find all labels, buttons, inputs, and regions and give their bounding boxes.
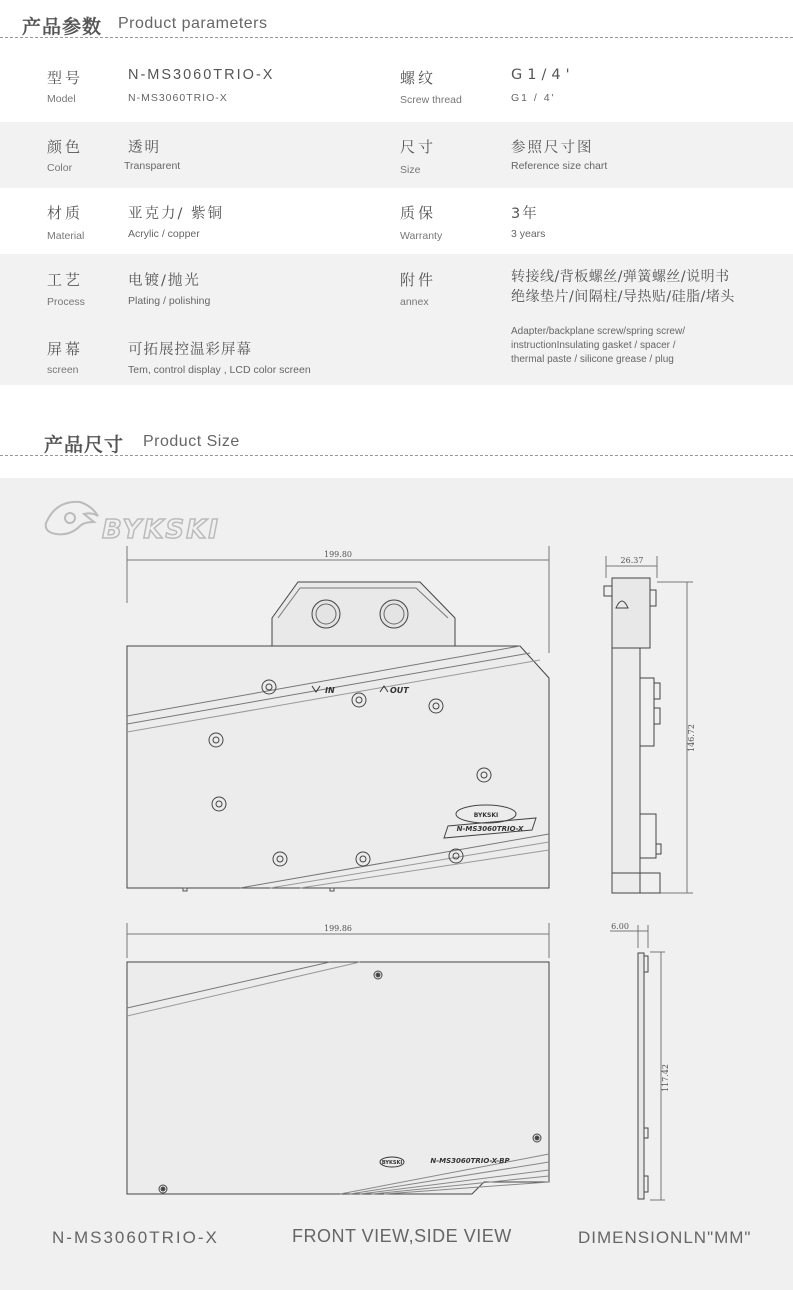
size-divider [0,455,793,456]
technical-drawing [0,478,793,1290]
back-height-dim: 117.42 [661,1064,670,1092]
material-label-en: Material [47,230,85,242]
backplate-side-view [610,922,670,1200]
annex-value-line2: 绝缘垫片/间隔柱/导热贴/硅脂/堵头 [511,289,735,305]
params-header [0,0,793,50]
color-value-en: Transparent [124,160,181,172]
params-divider [0,37,793,38]
annex-label-cn: 附件 [400,271,437,289]
size-label-en: Size [400,164,421,176]
param-row-screen [0,320,793,385]
drawing-svg [0,478,793,1290]
back-width-dim: 199.86 [324,924,352,933]
backplate-view [127,923,549,1194]
footer-unit: DIMENSIONLN"MM" [578,1228,752,1247]
side-height-dim: 146.72 [687,724,696,752]
size-header [0,420,793,460]
size-title-en: Product Size [143,433,240,450]
params-title-en: Product parameters [118,15,268,32]
size-label-cn: 尺寸 [400,138,437,156]
size-value-en: Reference size chart [511,160,608,172]
front-width-dim: 199.80 [324,550,352,559]
bykski-logo [46,502,220,545]
thread-label-en: Screw thread [400,94,462,106]
color-label-cn: 颜色 [47,138,84,156]
warranty-value-en: 3 years [511,228,546,240]
thread-label-cn: 螺纹 [400,69,437,87]
backplate-logo-text: BYKSKI [381,1160,403,1166]
side-thickness-dim: 26.37 [620,556,644,565]
screen-value: 可拓展控温彩屏幕 [128,342,252,358]
back-thickness-dim: 6.00 [611,922,629,931]
annex-en-line1: Adapter/backplane screw/spring screw/ [511,326,685,337]
model-value: N-MS3060TRIO-X [128,67,275,83]
model-label-cn: 型号 [47,69,84,87]
screen-value-en: Tem, control display , LCD color screen [128,364,311,376]
block-model-label: N-MS3060TRIO-X [456,825,524,833]
size-value: 参照尺寸图 [511,140,594,156]
param-row-model [0,55,793,122]
footer-views: FRONT VIEW,SIDE VIEW [292,1226,512,1246]
annex-label-en: annex [400,296,429,308]
material-label-cn: 材质 [47,204,84,222]
logo-text: BYKSKI [102,515,220,545]
size-title-cn: 产品尺寸 [44,434,125,456]
params-title-cn: 产品参数 [22,16,103,38]
warranty-value: 3年 [511,206,539,222]
front-view [127,546,549,891]
warranty-label-cn: 质保 [400,204,437,222]
color-value: 透明 [128,140,161,156]
color-label-en: Color [47,162,73,174]
port-in-label: IN [325,686,335,695]
model-label-en: Model [47,93,76,105]
process-label-cn: 工艺 [47,271,84,289]
model-value-en: N-MS3060TRIO-X [128,92,228,104]
annex-en-line2: instructionInsulating gasket / spacer / [511,340,676,351]
thread-value-en: G1 / 4' [511,92,556,104]
footer-model: N-MS3060TRIO-X [52,1228,219,1247]
block-logo-text: BYKSKI [473,812,499,819]
process-label-en: Process [47,296,85,308]
material-value: 亚克力/ 紫铜 [128,206,224,222]
warranty-label-en: Warranty [400,230,443,242]
process-value-en: Plating / polishing [128,295,211,307]
param-row-color [0,122,793,188]
port-out-label: OUT [390,686,409,695]
screen-label-en: screen [47,364,79,376]
side-view [604,556,696,893]
screen-label-cn: 屏幕 [47,340,84,358]
param-row-material [0,188,793,254]
annex-value-line1: 转接线/背板螺丝/弹簧螺丝/说明书 [511,269,730,285]
param-row-process [0,254,793,320]
annex-en-line3: thermal paste / silicone grease / plug [511,354,674,365]
backplate-model-label: N-MS3060TRIO-X-BP [430,1157,510,1165]
material-value-en: Acrylic / copper [128,228,200,240]
process-value: 电镀/抛光 [128,273,201,289]
thread-value: G1/4' [511,67,575,83]
